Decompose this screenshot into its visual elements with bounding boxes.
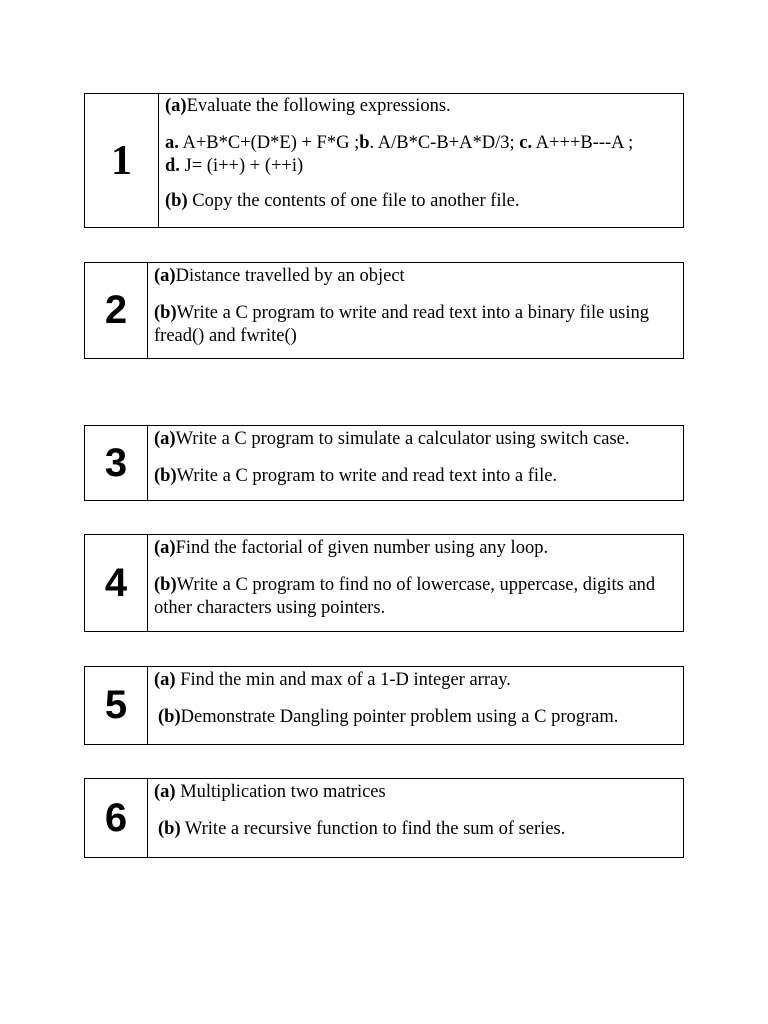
part-a-text: Write a C program to simulate a calculator using switch case.: [175, 429, 630, 449]
part-b: [154, 818, 677, 841]
question-number: 3: [85, 426, 148, 500]
part-b-label: (b): [154, 466, 177, 486]
part-b-text: Demonstrate Dangling pointer problem using a C program.: [180, 707, 619, 727]
part-b-text: Copy the contents of one file to another file.: [187, 191, 520, 211]
part-b-label: (b): [165, 191, 188, 211]
part-a-label: (a): [154, 538, 176, 558]
expr-c-label: c.: [519, 133, 533, 153]
part-a-label: (a): [154, 670, 176, 690]
question-content: [159, 94, 683, 227]
part-b-text: Write a C program to write and read text into a binary file using fread() and fwrite(): [154, 303, 650, 346]
expr-c-text: A+++B---A ;: [532, 133, 634, 153]
part-a-text: Distance travelled by an object: [175, 266, 405, 286]
part-b-label: (b): [158, 819, 181, 839]
part-a-text: Multiplication two matrices: [175, 782, 386, 802]
part-b: [154, 302, 677, 348]
part-b-label: (b): [154, 303, 177, 323]
part-b: [154, 465, 677, 488]
expr-b-text: . A/B*C-B+A*D/3;: [369, 133, 520, 153]
expr-a-label: a.: [165, 133, 179, 153]
question-box-6: [84, 778, 684, 858]
part-b: [154, 574, 677, 620]
part-a: [154, 537, 677, 560]
question-number: 4: [85, 535, 148, 631]
question-number: 2: [85, 263, 148, 358]
part-a-text: Find the factorial of given number using any loop.: [175, 538, 549, 558]
question-box-1: [84, 93, 684, 228]
question-content: [148, 779, 683, 857]
part-b: [154, 706, 677, 729]
part-b-label: (b): [158, 707, 181, 727]
part-b-text: Write a C program to write and read text into a file.: [176, 466, 558, 486]
expr-b-label: b: [359, 133, 370, 153]
question-content: [148, 263, 683, 358]
expr-d-label: d.: [165, 156, 180, 176]
question-content: [148, 667, 683, 744]
part-a-text: Find the min and max of a 1-D integer array.: [175, 670, 511, 690]
expressions: [165, 132, 677, 178]
question-content: [148, 535, 683, 631]
question-box-5: [84, 666, 684, 745]
part-a-label: (a): [154, 429, 176, 449]
part-a: [154, 781, 677, 804]
question-number: 1: [85, 94, 159, 227]
question-number: 5: [85, 667, 148, 744]
question-box-4: [84, 534, 684, 632]
question-box-2: [84, 262, 684, 359]
part-b-text: Write a recursive function to find the sum of series.: [180, 819, 566, 839]
question-box-3: [84, 425, 684, 501]
part-b-label: (b): [154, 575, 177, 595]
part-b: [165, 190, 677, 213]
part-a: [154, 265, 677, 288]
question-number: 6: [85, 779, 148, 857]
part-a-text: Evaluate the following expressions.: [186, 96, 451, 116]
expr-d-text: J= (i++) + (++i): [179, 156, 304, 176]
part-b-text: Write a C program to find no of lowercase, uppercase, digits and other characters using pointers.: [154, 575, 656, 618]
part-a: [165, 95, 677, 118]
part-a-label: (a): [165, 96, 187, 116]
expr-a-text: A+B*C+(D*E) + F*G ;: [178, 133, 360, 153]
part-a: [154, 669, 677, 692]
part-a-label: (a): [154, 782, 176, 802]
question-content: [148, 426, 683, 500]
part-a-label: (a): [154, 266, 176, 286]
part-a: [154, 428, 677, 451]
